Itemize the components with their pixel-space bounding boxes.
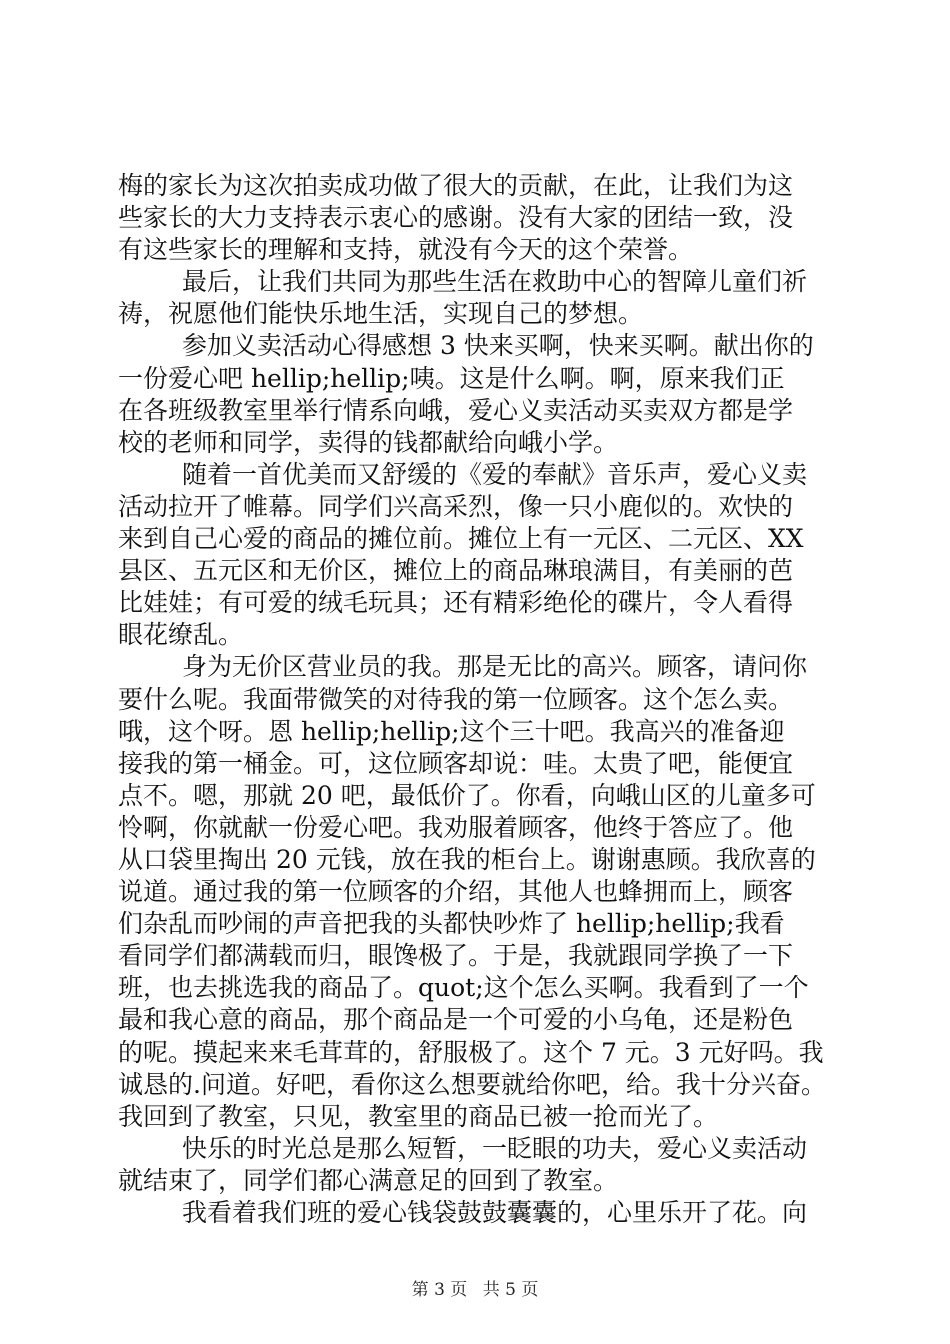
text-line: 参加义卖活动心得感想 3 快来买啊，快来买啊。献出你的 bbox=[182, 331, 814, 361]
text-line: 的呢。摸起来来毛茸茸的，舒服极了。这个 7 元。3 元好吗。我 bbox=[118, 1037, 824, 1067]
text-line: 接我的第一桶金。可，这位顾客却说：哇。太贵了吧，能便宜 bbox=[118, 748, 794, 778]
text-line: 怜啊，你就献一份爱心吧。我劝服着顾客，他终于答应了。他 bbox=[118, 812, 794, 842]
text-line: 来到自己心爱的商品的摊位前。摊位上有一元区、二元区、XX bbox=[118, 524, 804, 554]
text-line: 县区、五元区和无价区，摊位上的商品琳琅满目，有美丽的芭 bbox=[118, 556, 794, 586]
text-line: 祷，祝愿他们能快乐地生活，实现自己的梦想。 bbox=[118, 299, 644, 329]
text-line: 点不。嗯，那就 20 吧，最低价了。你看，向峨山区的儿童多可 bbox=[118, 780, 816, 810]
text-line: 我看着我们班的爱心钱袋鼓鼓囊囊的，心里乐开了花。向 bbox=[182, 1198, 808, 1227]
text-line: 有这些家长的理解和支持，就没有今天的这个荣誉。 bbox=[118, 235, 694, 265]
page-total: 共 5 页 bbox=[482, 1280, 539, 1300]
text-line: 梅的家长为这次拍卖成功做了很大的贡献，在此，让我们为这 bbox=[118, 171, 794, 200]
document-body bbox=[118, 170, 833, 1229]
text-line: 比娃娃；有可爱的绒毛玩具；还有精彩绝伦的碟片，令人看得 bbox=[118, 588, 794, 618]
text-line: 就结束了，同学们都心满意足的回到了教室。 bbox=[118, 1165, 619, 1195]
text-line: 看同学们都满载而归，眼馋极了。于是，我就跟同学换了一下 bbox=[118, 941, 794, 971]
text-line: 随着一首优美而又舒缓的《爱的奉献》音乐声，爱心义卖 bbox=[182, 459, 808, 489]
page-footer bbox=[0, 1278, 950, 1302]
text-line: 说道。通过我的第一位顾客的介绍，其他人也蜂拥而上，顾客 bbox=[118, 877, 794, 907]
text-line: 活动拉开了帷幕。同学们兴高采烈，像一只小鹿似的。欢快的 bbox=[118, 491, 794, 521]
text-line: 身为无价区营业员的我。那是无比的高兴。顾客，请问你 bbox=[182, 652, 808, 682]
text-line: 最和我心意的商品，那个商品是一个可爱的小乌龟，还是粉色 bbox=[118, 1005, 794, 1035]
text-line: 班，也去挑选我的商品了。quot;这个怎么买啊。我看到了一个 bbox=[118, 973, 809, 1003]
text-line: 哦，这个呀。恩 hellip;hellip;这个三十吧。我高兴的准备迎 bbox=[118, 716, 785, 746]
text-line: 些家长的大力支持表示衷心的感谢。没有大家的团结一致，没 bbox=[118, 203, 794, 233]
text-line: 我回到了教室，只见，教室里的商品已被一抢而光了。 bbox=[118, 1101, 719, 1131]
text-line: 最后，让我们共同为那些生活在救助中心的智障儿童们祈 bbox=[182, 267, 808, 297]
text-line: 校的老师和同学，卖得的钱都献给向峨小学。 bbox=[118, 427, 619, 457]
text-line: 要什么呢。我面带微笑的对待我的第一位顾客。这个怎么卖。 bbox=[118, 684, 794, 714]
page-number: 第 3 页 bbox=[411, 1280, 468, 1300]
text-line: 一份爱心吧 hellip;hellip;咦。这是什么啊。啊，原来我们正 bbox=[118, 363, 785, 393]
text-line: 眼花缭乱。 bbox=[118, 620, 244, 650]
text-line: 快乐的时光总是那么短暂，一眨眼的功夫，爱心义卖活动 bbox=[182, 1133, 808, 1163]
text-line: 从口袋里掏出 20 元钱，放在我的柜台上。谢谢惠顾。我欣喜的 bbox=[118, 844, 816, 874]
text-line: 们杂乱而吵闹的声音把我的头都快吵炸了 hellip;hellip;我看 bbox=[118, 909, 785, 939]
text-line: 在各班级教室里举行情系向峨，爱心义卖活动买卖双方都是学 bbox=[118, 395, 794, 425]
text-line: 诚恳的.问道。好吧，看你这么想要就给你吧，给。我十分兴奋。 bbox=[118, 1069, 826, 1099]
